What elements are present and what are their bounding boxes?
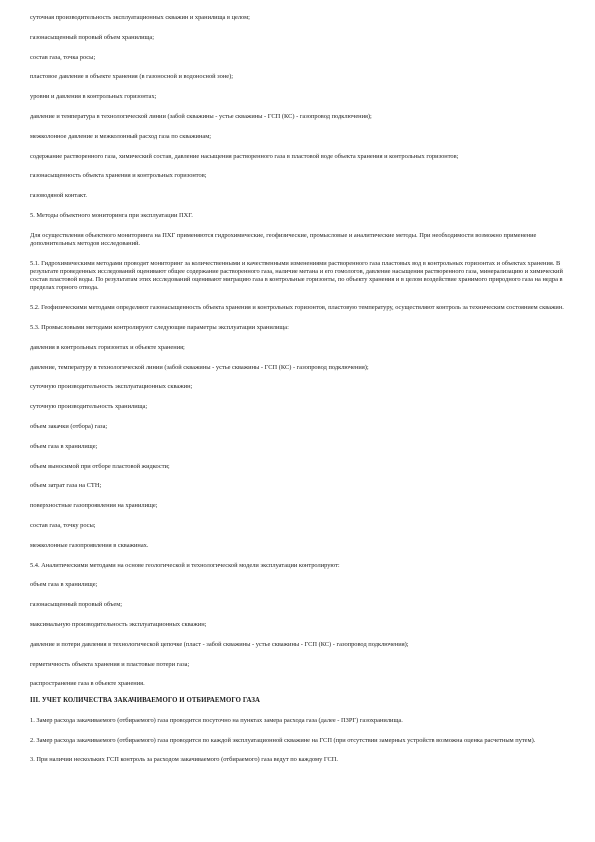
list-item: газонасыщенный поровый объем; xyxy=(30,601,123,609)
list-item: давление и потери давления в технологической цепочке (пласт - забой скважины - устье скважины - ГСП (КС) - газопровод подключения); xyxy=(30,640,409,648)
section-heading: III. УЧЕТ КОЛИЧЕСТВА ЗАКАЧИВАЕМОГО И ОТБИРАЕМОГО ГАЗА xyxy=(30,697,261,705)
subsection-title: 5. Методы объектного мониторинга при эксплуатации ПХГ. xyxy=(30,211,193,219)
body-paragraph: 5.1. Гидрохимическими методами проводят мониторинг за количественными и качественными изменениями растворенного газа пластовых вод в контрольных горизонтах и объектах хранения. В результате проведенных исследований оценивают общее содержание растворенного газа, наличие метана и его гомологов, давление насыщения растворенного газа, минерализацию и химический состав пластовой воды. По результатам этих исследований оценивают миграцию газа в контрольные горизонты, по объекту хранения и в целом воздействие хранимого природного газа на недра в пределах горного отвода. xyxy=(30,259,563,292)
list-item: давления в контрольных горизонтах и объекте хранения; xyxy=(30,343,185,351)
list-item: герметичность объекта хранения и пластовые потери газа; xyxy=(30,660,190,668)
list-item: распространение газа в объекте хранения. xyxy=(30,680,145,688)
body-paragraph: 3. При наличии нескольких ГСП контроль за расходом закачиваемого (отбираемого) газа ведут по каждому ГСП. xyxy=(30,756,338,764)
list-item: межколонное давление и межколонный расход газа по скважинам; xyxy=(30,132,212,140)
list-item: объем выносимой при отборе пластовой жидкости; xyxy=(30,462,170,470)
list-item: давление и температура в технологической линии (забой скважины - устье скважины - ГСП (КС) - газопровод подключения); xyxy=(30,112,372,120)
body-paragraph: 5.3. Промысловыми методами контролируют следующие параметры эксплуатации хранилища: xyxy=(30,323,289,331)
list-item: максимальную производительность эксплуатационных скважин; xyxy=(30,620,207,628)
list-item: уровни и давления в контрольных горизонтах; xyxy=(30,93,157,101)
list-item: суточную производительность хранилища; xyxy=(30,403,148,411)
list-item: состав газа, точку росы; xyxy=(30,521,96,529)
body-paragraph: 5.2. Геофизическими методами определяют газонасыщенность объекта хранения и контрольных горизонтов, пластовую температуру, осуществляют контроль за техническим состоянием скважин. xyxy=(30,304,564,312)
list-item: пластовое давление в объекте хранения (в газоносной и водоносной зоне); xyxy=(30,73,234,81)
list-item: содержание растворенного газа, химический состав, давление насыщения растворенного газа в пластовой воде объекта хранения и контрольных горизонтов; xyxy=(30,152,459,160)
list-item: объем затрат газа на СТН; xyxy=(30,482,102,490)
list-item: объем закачки (отбора) газа; xyxy=(30,422,108,430)
body-paragraph: Для осуществления объектного мониторинга на ПХГ применяются гидрохимические, геофизические, промысловые и аналитические методы. При необходимости возможно применение дополнительных методов исследований. xyxy=(30,231,537,247)
body-paragraph: 5.4. Аналитическими методами на основе геологической и технологической модели эксплуатации контролируют: xyxy=(30,561,340,569)
list-item: суточная производительность эксплуатационных скважин и хранилища в целом; xyxy=(30,14,250,21)
list-item: газонасыщенный поровый объем хранилища; xyxy=(30,33,155,41)
list-item: газоводяной контакт. xyxy=(30,192,87,200)
list-item: поверхностные газопроявления на хранилище; xyxy=(30,502,158,510)
list-item: давление, температуру в технологической линии (забой скважины - устье скважины - ГСП (КС) - газопровод подключения); xyxy=(30,363,369,371)
list-item: межколонные газопроявления в скважинах. xyxy=(30,541,149,549)
list-item: объем газа в хранилище; xyxy=(30,581,98,589)
list-item: состав газа, точка росы; xyxy=(30,53,96,61)
list-item: суточную производительность эксплуатационных скважин; xyxy=(30,383,193,391)
list-item: газонасыщенность объекта хранения и контрольных горизонтов; xyxy=(30,172,207,180)
body-paragraph: 1. Замер расхода закачиваемого (отбираемого) газа проводится посуточно на пунктах замера расхода газа (далее - ПЗРГ) газохранилища. xyxy=(30,716,403,724)
body-paragraph: 2. Замер расхода закачиваемого (отбираемого) газа проводится по каждой эксплуатационной скважине на ГСП (при отсутствии замерных устройств возможна оценка расчетным путем). xyxy=(30,736,536,744)
list-item: объем газа в хранилище; xyxy=(30,442,98,450)
